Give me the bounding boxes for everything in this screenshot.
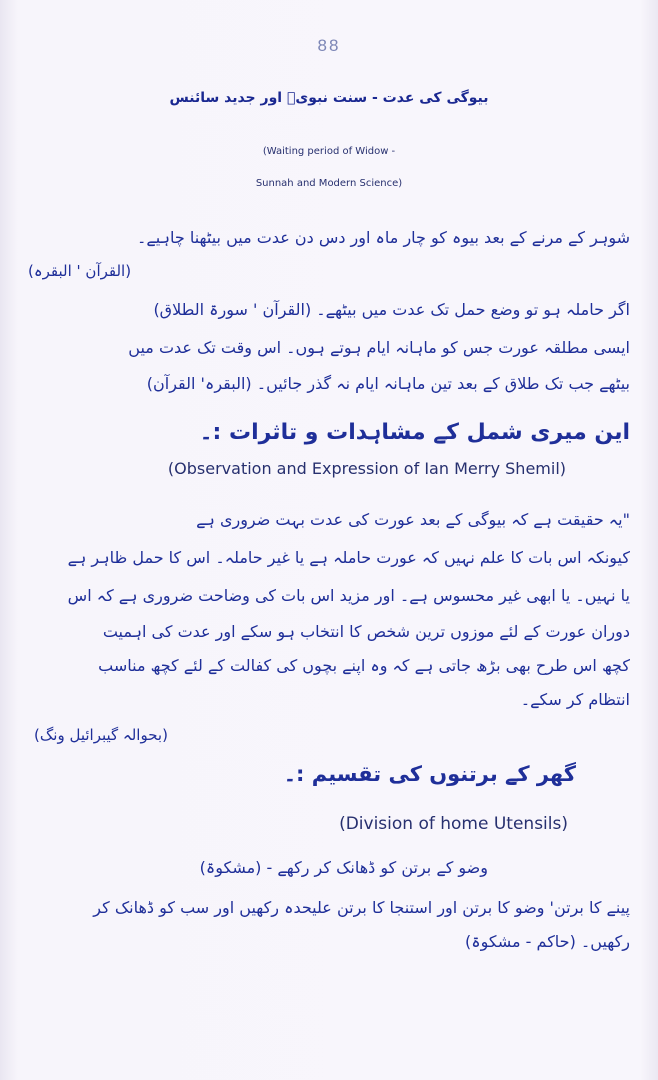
quote-line-2: کیونکہ اس بات کا علم نہیں کہ عورت حاملہ ہے یا غیر حاملہ۔ اس کا حمل ظاہر ہے (67, 548, 630, 567)
section3-line1: وضو کے برتن کو ڈھانک کر رکھے - (مشکوۃ) (199, 858, 488, 877)
quote-line-4: دوران عورت کے لئے موزوں ترین شخص کا انتخاب ہو سکے اور عدت کی اہمیت (102, 622, 630, 641)
section3-line3: رکھیں۔ (حاکم - مشکوۃ) (465, 932, 630, 951)
section1-line1: شوہر کے مرنے کے بعد بیوہ کو چار ماہ اور دس دن عدت میں بیٹھنا چاہیے۔ (137, 228, 630, 247)
section3-heading-urdu: گھر کے برتنوں کی تقسیم :۔ (283, 762, 576, 786)
page-number: 88 (317, 36, 341, 55)
title-urdu: بیوگی کی عدت - سنت نبویؐ اور جدید سائنس (169, 90, 489, 106)
quote-line-6: انتظام کر سکے۔ (520, 690, 630, 709)
section3-line2: پینے کا برتن' وضو کا برتن اور استنجا کا برتن علیحدہ رکھیں اور سب کو ڈھانک کر (93, 898, 630, 917)
section2-heading-urdu: این میری شمل کے مشاہدات و تاثرات :۔ (199, 420, 630, 445)
quote-line-1: "یہ حقیقت ہے کہ بیوگی کے بعد عورت کی عدت بہت ضروری ہے (196, 510, 630, 529)
section1-line2: اگر حاملہ ہو تو وضع حمل تک عدت میں بیٹھے۔ (القرآن ' سورۃ الطلاق) (153, 300, 630, 319)
section2-citation: (بحوالہ گیبرائیل ونگ) (34, 726, 168, 744)
title-english-line2: Sunnah and Modern Science) (255, 178, 403, 189)
section1-line4: بیٹھے جب تک طلاق کے بعد تین ماہانہ ایام نہ گذر جائیں۔ (البقرہ' القرآن) (146, 374, 630, 393)
section1-ref1: (القرآن ' البقرہ) (28, 262, 132, 280)
quote-line-3: یا نہیں۔ یا ابھی غیر محسوس ہے۔ اور مزید اس بات کی وضاحت ضروری ہے کہ اس (67, 586, 630, 605)
section3-heading-english: (Division of home Utensils) (339, 814, 568, 834)
section2-heading-english: (Observation and Expression of Ian Merry Shemil) (167, 459, 566, 478)
section1-line3: ایسی مطلقہ عورت جس کو ماہانہ ایام ہوتے ہوں۔ اس وقت تک عدت میں (128, 338, 630, 357)
quote-line-5: کچھ اس طرح بھی بڑھ جاتی ہے کہ وہ اپنے بچوں کی کفالت کے لئے کچھ مناسب (98, 656, 630, 675)
title-english-line1: (Waiting period of Widow - (262, 146, 396, 157)
